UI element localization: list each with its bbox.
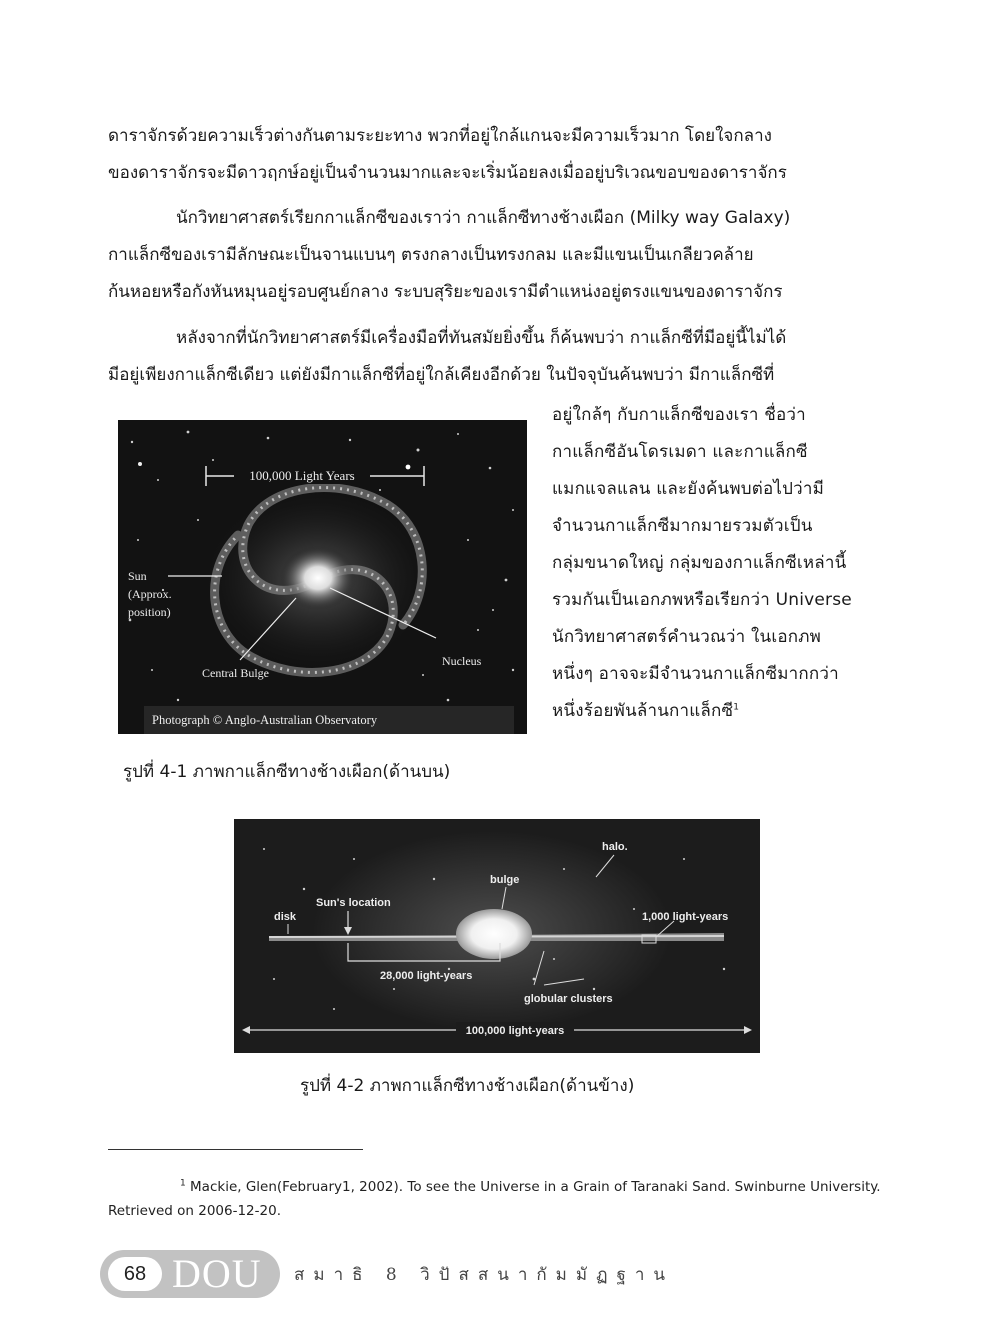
side-line (552, 693, 882, 730)
bulge-label: bulge (490, 874, 520, 886)
dou-logo: DOU (172, 1251, 262, 1296)
sun-label-line3: position) (128, 605, 171, 619)
galaxy-side-illustration (234, 819, 760, 1053)
footnote-ref: 1 (733, 702, 740, 713)
side-line: นักวิทยาศาสตร์คำนวณว่า ในเอกภพ (552, 627, 822, 647)
figure-galaxy-side-view (234, 819, 760, 1053)
side-line: อยู่ใกล้ๆ กับกาแล็กซีของเรา ชื่อว่า (552, 405, 806, 425)
footnote-divider (108, 1149, 363, 1150)
footnote (108, 1175, 898, 1223)
side-line: จำนวนกาแล็กซีมากมายรวมตัวเป็น (552, 516, 813, 536)
scale-label: 100,000 Light Years (249, 468, 355, 483)
footnote-line-2: Retrieved on 2006-12-20. (108, 1203, 281, 1219)
paragraph-line: นักวิทยาศาสตร์เรียกกาแล็กซีของเราว่า กาแล็กซีทางช้างเผือก (Milky way Galaxy) (176, 208, 791, 228)
paragraph-line: หลังจากที่นักวิทยาศาสตร์มีเครื่องมือที่ทันสมัยยิ่งขึ้น ก็ค้นพบว่า กาแล็กซีที่มีอยู่นี้ไม่ได้ (176, 328, 787, 348)
page-footer (100, 1250, 674, 1298)
side-line: แมกแจลแลน และยังค้นพบต่อไปว่ามี (552, 479, 825, 499)
side-line-text: หนึ่งร้อยพันล้านกาแล็กซี (552, 701, 734, 721)
paragraph-2 (108, 200, 882, 311)
sun-label: Sun (128, 569, 147, 583)
side-line: หนึ่งๆ อาจจะมีจำนวนกาแล็กซีมากกว่า (552, 664, 839, 684)
figure-galaxy-top-view (118, 420, 527, 734)
distance-label: 28,000 light-years (380, 970, 473, 982)
paragraph-line: ของดาราจักรจะมีดาวฤกษ์อยู่เป็นจำนวนมากและจะเริ่มน้อยลงเมื่ออยู่บริเวณขอบของดาราจักร (108, 163, 787, 183)
footnote-marker: 1 (180, 1178, 186, 1189)
nucleus-label: Nucleus (442, 654, 482, 668)
sun-location-label: Sun's location (316, 897, 391, 909)
thickness-label: 1,000 light-years (642, 911, 729, 923)
paragraph-line: ดาราจักรด้วยความเร็วต่างกันตามระยะทาง พวกที่อยู่ใกล้แกนจะมีความเร็วมาก โดยใจกลาง (108, 126, 772, 146)
page-number: 68 (108, 1257, 162, 1291)
footnote-text: Mackie, Glen(February1, 2002). To see the Universe in a Grain of Taranaki Sand. Swinburne University. (190, 1179, 881, 1195)
paragraph-line: มีอยู่เพียงกาแล็กซีเดียว แต่ยังมีกาแล็กซีที่อยู่ใกล้เคียงอีกด้วย ในปัจจุบันค้นพบว่า มีกาแล็กซีที่ (108, 365, 775, 385)
paragraph-3 (108, 320, 882, 394)
central-bulge-label: Central Bulge (202, 666, 269, 680)
side-line: กาแล็กซีอันโดรเมดา และกาแล็กซี (552, 442, 808, 462)
paragraph-1 (108, 118, 882, 192)
paragraph-line: ก้นหอยหรือกังหันหมุนอยู่รอบศูนย์กลาง ระบบสุริยะของเรามีตำแหน่งอยู่ตรงแขนของดาราจักร (108, 282, 783, 302)
sun-label-line2: (Approx. (128, 587, 172, 601)
side-text (552, 397, 882, 730)
width-label: 100,000 light-years (465, 1025, 565, 1037)
figure-2-caption: รูปที่ 4-2 ภาพกาแล็กซีทางช้างเผือก(ด้านข้าง) (300, 1076, 635, 1096)
footnote-line-1 (108, 1175, 898, 1199)
galaxy-top-illustration (118, 420, 527, 734)
paragraph-line: กาแล็กซีของเรามีลักษณะเป็นจานแบนๆ ตรงกลางเป็นทรงกลม และมีแขนเป็นเกลียวคล้าย (108, 245, 754, 265)
disk-label: disk (274, 911, 297, 923)
series-title: สมาธิ 8 วิปัสสนากัมมัฏฐาน (294, 1264, 675, 1285)
photo-credit: Photograph © Anglo-Australian Observatory (152, 713, 378, 727)
side-line: กลุ่มขนาดใหญ่ กลุ่มของกาแล็กซีเหล่านี้ (552, 553, 847, 573)
side-line: รวมกันเป็นเอกภพหรือเรียกว่า Universe (552, 590, 852, 610)
figure-1-caption: รูปที่ 4-1 ภาพกาแล็กซีทางช้างเผือก(ด้านบน) (123, 762, 451, 782)
globular-clusters-label: globular clusters (524, 993, 613, 1005)
halo-label: halo. (602, 841, 628, 853)
footer-badge (100, 1250, 280, 1298)
